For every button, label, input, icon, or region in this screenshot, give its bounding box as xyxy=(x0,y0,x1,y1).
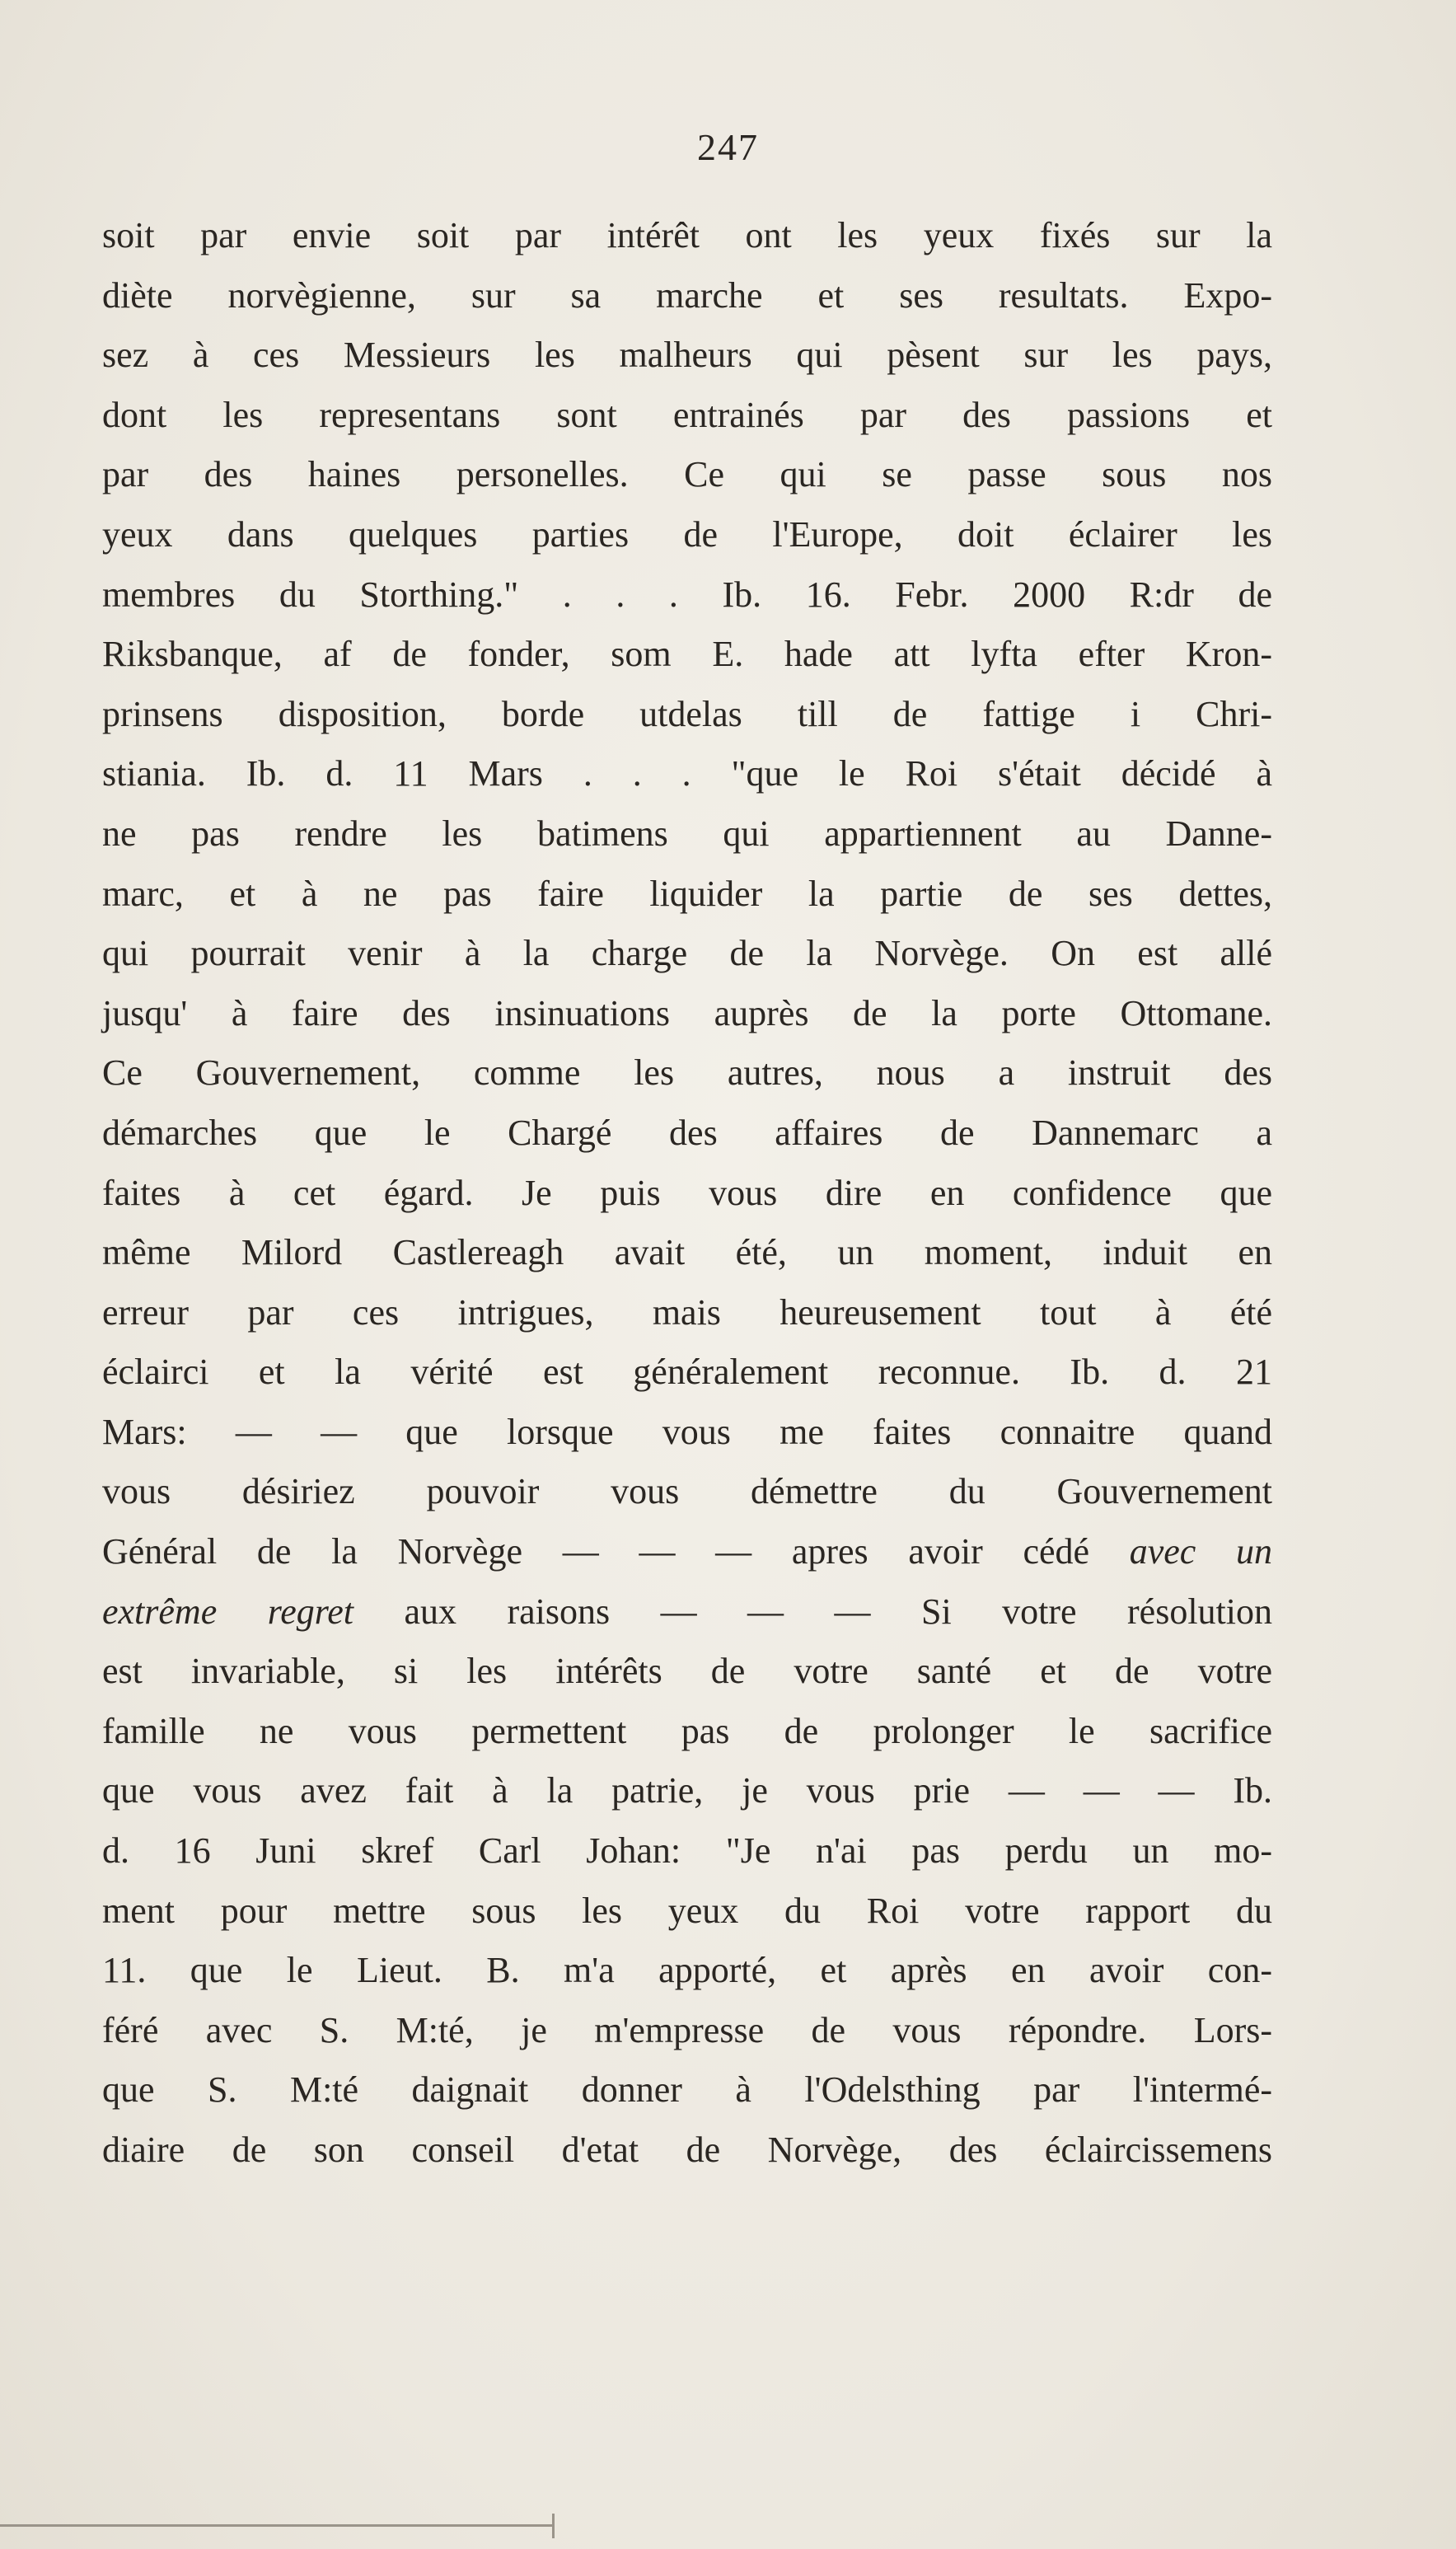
text-line: prinsens disposition, borde utdelas till de fattige i Chri- xyxy=(102,693,1272,734)
text-line: marc, et à ne pas faire liquider la partie de ses dettes, xyxy=(102,873,1272,914)
text-line: Mars: — — que lorsque vous me faites connaitre quand xyxy=(102,1411,1272,1452)
text-line xyxy=(102,1522,1272,1582)
bottom-rule-tick xyxy=(552,2514,555,2538)
text-line: que vous avez fait à la patrie, je vous prie — — — Ib. xyxy=(102,1770,1272,1811)
text-line: ment pour mettre sous les yeux du Roi votre rapport du xyxy=(102,1890,1272,1931)
text-line: faites à cet égard. Je puis vous dire en confidence que xyxy=(102,1172,1272,1213)
text-line: éclairci et la vérité est généralement reconnue. Ib. d. 21 xyxy=(102,1352,1272,1393)
text-line: yeux dans quelques parties de l'Europe, doit éclairer les xyxy=(102,513,1272,555)
text-line: famille ne vous permettent pas de prolonger le sacrifice xyxy=(102,1710,1272,1751)
text-line: que S. M:té daignait donner à l'Odelsthing par l'intermé- xyxy=(102,2069,1272,2111)
text-line: soit par envie soit par intérêt ont les yeux fixés sur la xyxy=(102,215,1272,255)
text-segment: Général de la Norvège — — — apres avoir cédé xyxy=(102,1531,1090,1572)
text-line: erreur par ces intrigues, mais heureusement tout à été xyxy=(102,1291,1272,1333)
text-line: vous désiriez pouvoir vous démettre du Gouvernement xyxy=(102,1471,1272,1512)
text-line: diète norvègienne, sur sa marche et ses resultats. Expo- xyxy=(102,274,1272,316)
text-line: sez à ces Messieurs les malheurs qui pèsent sur les pays, xyxy=(102,335,1272,376)
body-text xyxy=(102,206,1272,2181)
text-line: diaire de son conseil d'etat de Norvège, des éclaircissemens xyxy=(102,2130,1272,2170)
italic-text: avec un xyxy=(1129,1531,1272,1572)
bottom-rule xyxy=(0,2524,554,2527)
text-line: féré avec S. M:té, je m'empresse de vous répondre. Lors- xyxy=(102,2009,1272,2050)
text-line: Ce Gouvernement, comme les autres, nous a instruit des xyxy=(102,1052,1272,1094)
text-line: qui pourrait venir à la charge de la Norvège. On est allé xyxy=(102,933,1272,974)
text-segment: aux raisons — — — Si votre résolution xyxy=(404,1591,1272,1632)
text-line: Riksbanque, af de fonder, som E. hade att lyfta efter Kron- xyxy=(102,634,1272,675)
page-number: 247 xyxy=(697,126,759,168)
text-line: est invariable, si les intérêts de votre santé et de votre xyxy=(102,1651,1272,1692)
text-line: d. 16 Juni skref Carl Johan: "Je n'ai pas perdu un mo- xyxy=(102,1830,1272,1872)
text-line: même Milord Castlereagh avait été, un moment, induit en xyxy=(102,1232,1272,1273)
text-line: membres du Storthing." . . . Ib. 16. Febr. 2000 R:dr de xyxy=(102,574,1272,615)
text-line: par des haines personelles. Ce qui se passe sous nos xyxy=(102,454,1272,495)
text-line: 11. que le Lieut. B. m'a apporté, et après en avoir con- xyxy=(102,1950,1272,1991)
text-line: démarches que le Chargé des affaires de Dannemarc a xyxy=(102,1112,1272,1153)
text-line: stiania. Ib. d. 11 Mars . . . "que le Roi s'était décidé à xyxy=(102,753,1272,794)
text-line: ne pas rendre les batimens qui appartiennent au Danne- xyxy=(102,813,1272,854)
text-line: jusqu' à faire des insinuations auprès de la porte Ottomane. xyxy=(102,992,1272,1033)
text-line: dont les representans sont entrainés par des passions et xyxy=(102,394,1272,435)
italic-text: extrême regret xyxy=(102,1591,353,1632)
text-line xyxy=(102,1582,1272,1642)
